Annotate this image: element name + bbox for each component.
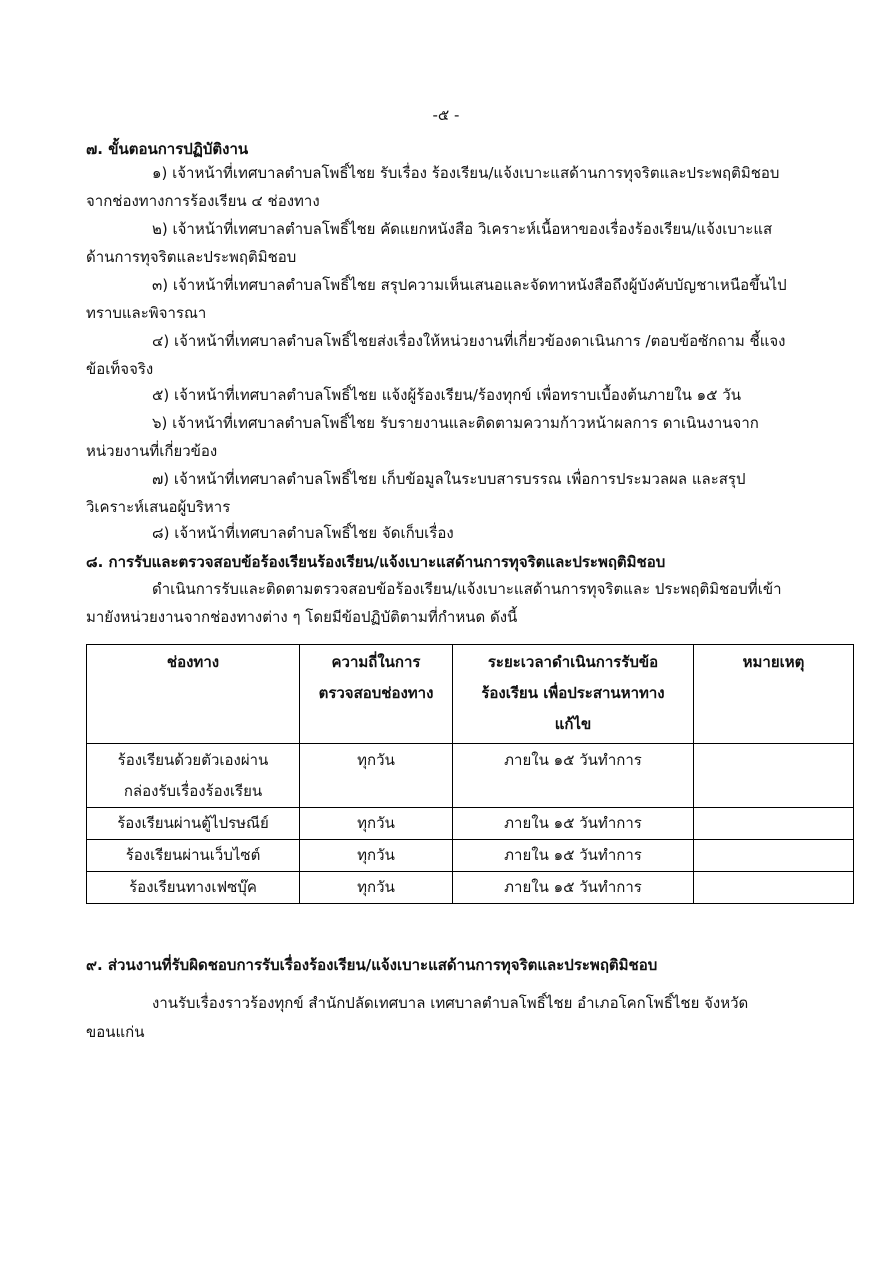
page-number: -๕ -: [432, 106, 460, 124]
section-8-line: มายังหน่วยงานจากช่องทางต่าง ๆ โดยมีข้อปฏิบัติตามที่กำหนด ดังนี้: [86, 608, 518, 626]
section-7-line: ๘) เจ้าหน้าที่เทศบาลตำบลโพธิ์ไชย จัดเก็บเรื่อง: [152, 524, 454, 542]
cell-frequency: ทุกวัน: [300, 808, 453, 840]
table-header-row: [87, 645, 854, 744]
section-8-line: ดำเนินการรับและติดตามตรวจสอบข้อร้องเรียน/แจ้งเบาะแสด้านการทุจริตและ ประพฤติมิชอบที่เข้า: [152, 580, 782, 598]
cell-channel: ร้องเรียนผ่านตู้ไปรษณีย์: [87, 808, 300, 840]
section-7-line: วิเคราะห์เสนอผู้บริหาร: [86, 498, 231, 516]
cell-duration: ภายใน ๑๕ วันทำการ: [453, 840, 694, 872]
section-7-line: ๑) เจ้าหน้าที่เทศบาลตำบลโพธิ์ไชย รับเรื่อง ร้องเรียน/แจ้งเบาะแสด้านการทุจริตและประพฤติมิชอบ: [152, 164, 780, 182]
section-9-heading: ๙. ส่วนงานที่รับผิดชอบการรับเรื่องร้องเรียน/แจ้งเบาะแสด้านการทุจริตและประพฤติมิชอบ: [86, 956, 658, 974]
section-9-line: งานรับเรื่องราวร้องทุกข์ สำนักปลัดเทศบาล เทศบาลตำบลโพธิ์ไชย อำเภอโคกโพธิ์ไชย จังหวัด: [152, 994, 749, 1012]
cell-duration: ภายใน ๑๕ วันทำการ: [453, 744, 694, 808]
table-row: [87, 808, 854, 840]
section-7-line: ๖) เจ้าหน้าที่เทศบาลตำบลโพธิ์ไชย รับรายงานและติดตามความก้าวหน้าผลการ ดาเนินงานจาก: [152, 414, 759, 432]
cell-note: [694, 808, 854, 840]
cell-channel: ร้องเรียนผ่านเว็บไซต์: [87, 840, 300, 872]
cell-duration: ภายใน ๑๕ วันทำการ: [453, 808, 694, 840]
section-7-line: ๔) เจ้าหน้าที่เทศบาลตำบลโพธิ์ไชยส่งเรื่องให้หน่วยงานที่เกี่ยวข้องดาเนินการ /ตอบข้อซักถาม ชี้แจง: [152, 332, 786, 350]
header-channel: ช่องทาง: [87, 645, 300, 744]
section-7-line: ๓) เจ้าหน้าที่เทศบาลตำบลโพธิ์ไชย สรุปความเห็นเสนอและจัดทาหนังสือถึงผู้บังคับบัญชาเหนือขึ้นไป: [152, 276, 787, 294]
section-7-line: จากช่องทางการร้องเรียน ๔ ช่องทาง: [86, 192, 320, 210]
cell-note: [694, 872, 854, 904]
header-duration: ระยะเวลาดำเนินการรับข้อ ร้องเรียน เพื่อประสานหาทาง แก้ไข: [453, 645, 694, 744]
section-7-line: ทราบและพิจารณา: [86, 304, 207, 322]
complaint-channels-table: [86, 644, 854, 904]
table-row: [87, 840, 854, 872]
section-7-heading: ๗. ขั้นตอนการปฏิบัติงาน: [86, 140, 249, 158]
cell-note: [694, 840, 854, 872]
section-7-line: ๕) เจ้าหน้าที่เทศบาลตำบลโพธิ์ไชย แจ้งผู้ร้องเรียน/ร้องทุกข์ เพื่อทราบเบื้องต้นภายใน ๑๕ วัน: [152, 386, 741, 404]
cell-channel: ร้องเรียนด้วยตัวเองผ่าน กล่องรับเรื่องร้องเรียน: [87, 744, 300, 808]
cell-frequency: ทุกวัน: [300, 872, 453, 904]
cell-frequency: ทุกวัน: [300, 744, 453, 808]
section-7-line: ข้อเท็จจริง: [86, 360, 154, 378]
cell-frequency: ทุกวัน: [300, 840, 453, 872]
cell-channel: ร้องเรียนทางเฟซบุ๊ค: [87, 872, 300, 904]
section-9-line: ขอนแก่น: [86, 1023, 145, 1041]
section-7-line: หน่วยงานที่เกี่ยวข้อง: [86, 442, 218, 460]
section-8-heading: ๘. การรับและตรวจสอบข้อร้องเรียนร้องเรียน/แจ้งเบาะแสด้านการทุจริตและประพฤติมิชอบ: [86, 553, 666, 571]
table-row: [87, 872, 854, 904]
table-row: [87, 744, 854, 808]
cell-duration: ภายใน ๑๕ วันทำการ: [453, 872, 694, 904]
section-7-line: ๗) เจ้าหน้าที่เทศบาลตำบลโพธิ์ไชย เก็บข้อมูลในระบบสารบรรณ เพื่อการประมวลผล และสรุป: [152, 470, 746, 488]
header-frequency: ความถี่ในการ ตรวจสอบช่องทาง: [300, 645, 453, 744]
section-7-line: ๒) เจ้าหน้าที่เทศบาลตำบลโพธิ์ไชย คัดแยกหนังสือ วิเคราะห์เนื้อหาของเรื่องร้องเรียน/แจ้งเบาะแส: [152, 220, 773, 238]
section-7-line: ด้านการทุจริตและประพฤติมิชอบ: [86, 248, 297, 266]
header-note: หมายเหตุ: [694, 645, 854, 744]
cell-note: [694, 744, 854, 808]
